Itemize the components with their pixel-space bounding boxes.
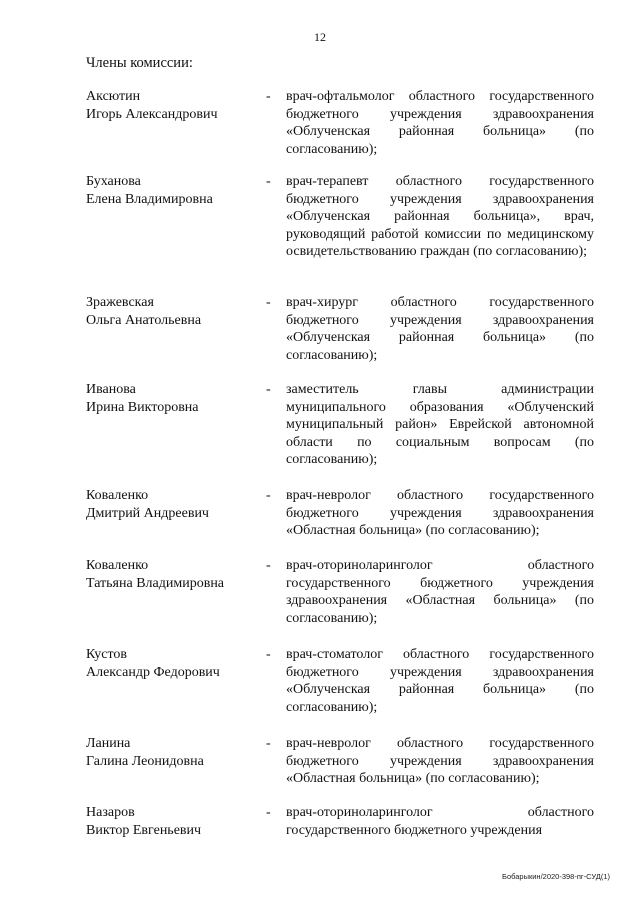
member-role: врач-оториноларинголог областного государственного бюджетного учреждения xyxy=(286,805,594,838)
member-given-name: Дмитрий Андреевич xyxy=(86,505,209,521)
member-given-name: Ирина Викторовна xyxy=(86,399,199,415)
member-given-name: Виктор Евгеньевич xyxy=(86,822,202,838)
member-role: врач-оториноларинголог областного государственного бюджетного учреждения здравоохранения «Областная больница» (по согласованию); xyxy=(286,558,594,626)
footer-document-code: Бобарыкин/2020-398-пг-СУД(1) xyxy=(502,872,610,881)
member-name xyxy=(86,173,266,208)
member-name xyxy=(86,646,266,681)
member-surname: Иванова xyxy=(86,382,136,397)
member-name xyxy=(86,381,266,416)
member-name xyxy=(86,735,266,770)
member-name xyxy=(86,88,266,123)
member-given-name: Ольга Анатольевна xyxy=(86,312,202,328)
member-given-name: Александр Федорович xyxy=(86,664,220,680)
member-role: врач-хирург областного государственного бюджетного учреждения здравоохранения «Облученская районная больница» (по согласованию); xyxy=(286,295,594,363)
member-role: врач-невролог областного государственного бюджетного учреждения здравоохранения «Областная больница» (по согласованию); xyxy=(286,488,594,538)
member-given-name: Галина Леонидовна xyxy=(86,753,204,769)
member-surname: Назаров xyxy=(86,805,135,820)
member-dash: - xyxy=(266,295,271,310)
member-surname: Аксютин xyxy=(86,89,141,104)
member-surname: Зражевская xyxy=(86,295,154,310)
member-dash: - xyxy=(266,488,271,503)
member-surname: Буханова xyxy=(86,174,141,189)
member-role: врач-офтальмолог областного государственного бюджетного учреждения здравоохранения «Облученская районная больница» (по согласованию); xyxy=(286,89,594,157)
member-name xyxy=(86,294,266,329)
member-surname: Кустов xyxy=(86,647,128,662)
member-dash: - xyxy=(266,805,271,820)
member-given-name: Татьяна Владимировна xyxy=(86,575,225,591)
page-number: 12 xyxy=(314,30,326,44)
member-name xyxy=(86,557,266,592)
member-dash: - xyxy=(266,647,271,662)
member-dash: - xyxy=(266,558,271,573)
member-role: врач-невролог областного государственного бюджетного учреждения здравоохранения «Областная больница» (по согласованию); xyxy=(286,736,594,786)
member-role: врач-терапевт областного государственного бюджетного учреждения здравоохранения «Облученская районная больница», врач, руководящий работой комиссии по медицинскому освидетельствованию граждан (по согласованию); xyxy=(286,174,594,259)
member-dash: - xyxy=(266,174,271,189)
member-role: врач-стоматолог областного государственного бюджетного учреждения здравоохранения «Облученская районная больница» (по согласованию); xyxy=(286,647,594,715)
member-given-name: Елена Владимировна xyxy=(86,191,213,207)
member-surname: Коваленко xyxy=(86,558,149,573)
member-dash: - xyxy=(266,89,271,104)
member-name xyxy=(86,487,266,522)
member-surname: Ланина xyxy=(86,736,131,751)
member-name xyxy=(86,804,266,839)
member-dash: - xyxy=(266,382,271,397)
section-heading: Члены комиссии: xyxy=(86,55,193,71)
member-role: заместитель главы администрации муниципального образования «Облученский муниципальный район» Еврейской автономной области по социальным вопросам (по согласованию); xyxy=(286,382,594,467)
member-dash: - xyxy=(266,736,271,751)
member-given-name: Игорь Александрович xyxy=(86,106,218,122)
member-surname: Коваленко xyxy=(86,488,149,503)
